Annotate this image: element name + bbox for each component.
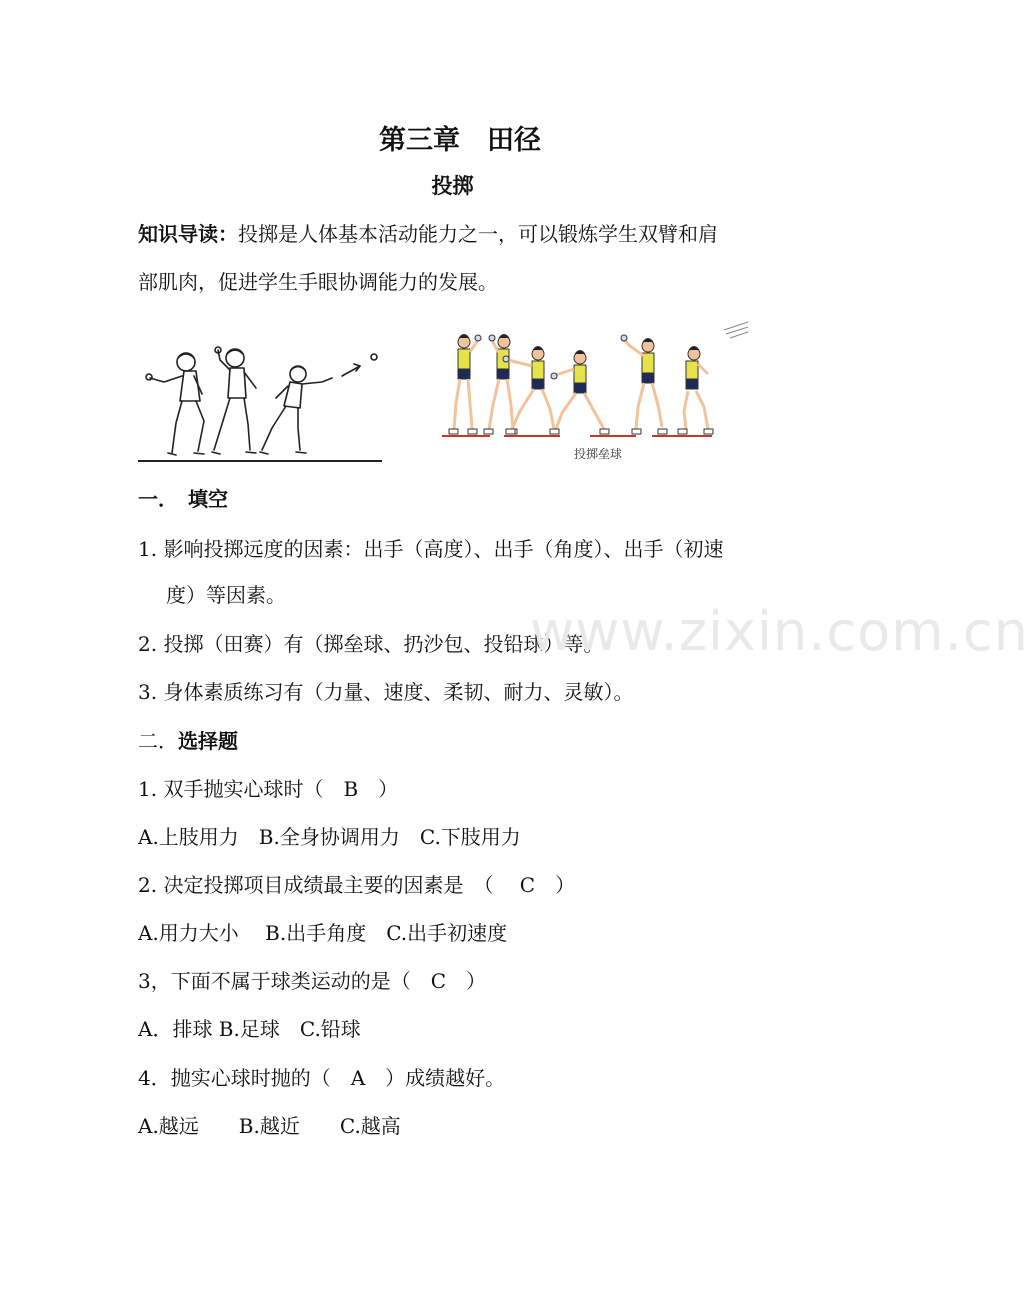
question-1-options: A.上肢用力 B.全身协调用力 C.下肢用力	[138, 825, 521, 849]
fill-item-3: 3. 身体素质练习有（力量、速度、柔韧、耐力、灵敏）。	[138, 680, 634, 704]
question-4-options: A.越远 B.越近 C.越高	[138, 1114, 401, 1138]
intro-line-1	[138, 222, 718, 246]
intro-line-2: 部肌肉，促进学生手眼协调能力的发展。	[138, 270, 498, 294]
section-subtitle: 投掷	[431, 174, 474, 198]
question-2: 2. 决定投掷项目成绩最主要的因素是 （ C ）	[138, 873, 576, 897]
softball-caption: 投掷垒球	[574, 447, 623, 461]
throwing-sequence-illustration	[138, 340, 384, 465]
section1-heading: 一． 填空	[138, 487, 228, 511]
chapter-title: 第三章 田径	[379, 125, 541, 156]
question-4: 4．抛实心球时抛的（ A ）成绩越好。	[138, 1066, 506, 1090]
intro-label: 知识导读：	[138, 222, 238, 246]
intro-text-1: 投掷是人体基本活动能力之一，可以锻炼学生双臂和肩	[238, 222, 718, 246]
fill-item-1-cont: 度）等因素。	[166, 583, 286, 607]
watermark: www.zixin.com.cn	[530, 600, 1029, 663]
section2-heading-prefix: 二．	[138, 729, 178, 753]
softball-throw-illustration	[440, 312, 755, 470]
section2-heading	[138, 729, 238, 753]
question-1: 1. 双手抛实心球时（ B ）	[138, 777, 399, 801]
fill-item-1: 1. 影响投掷远度的因素：出手（高度）、出手（角度）、出手（初速	[138, 537, 724, 561]
fill-item-2: 2. 投掷（田赛）有（掷垒球、扔沙包、投铅球）等。	[138, 632, 604, 656]
section2-heading-text: 选择题	[178, 729, 238, 753]
question-2-options: A.用力大小 B.出手角度 C.出手初速度	[138, 921, 508, 945]
question-3-options: A．排球 B.足球 C.铅球	[138, 1017, 361, 1041]
question-3: 3，下面不属于球类运动的是（ C ）	[138, 969, 487, 993]
